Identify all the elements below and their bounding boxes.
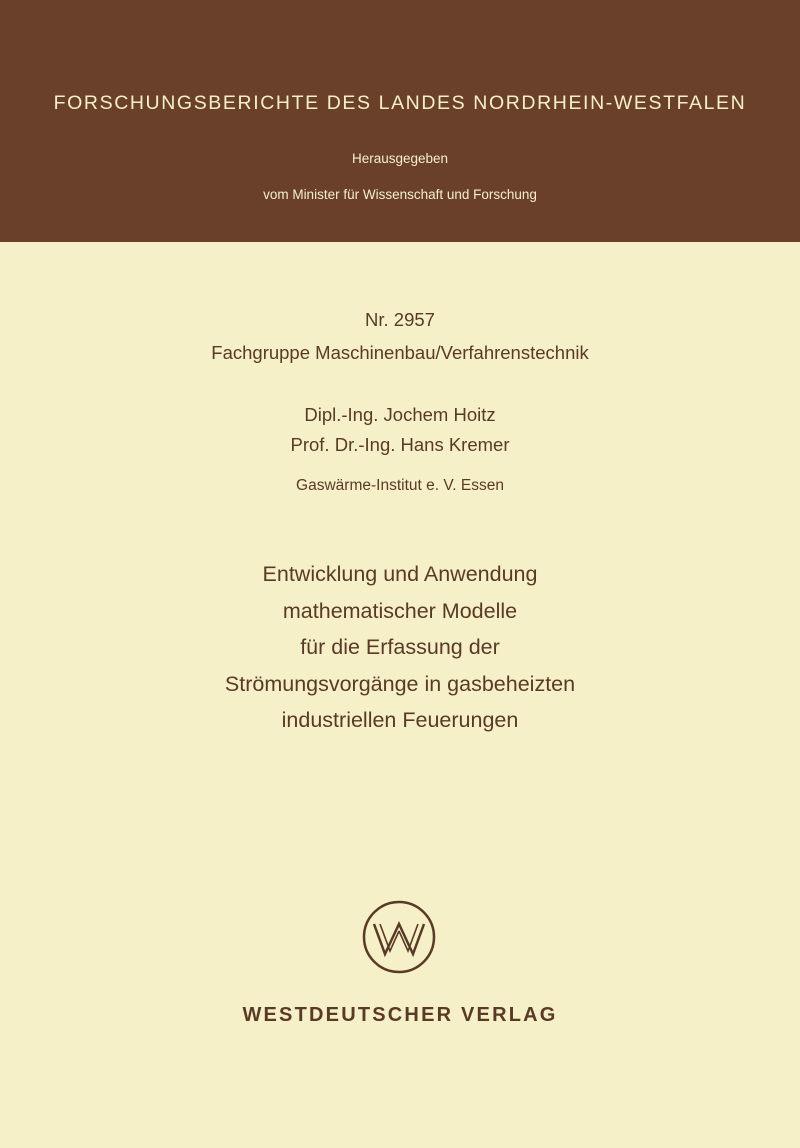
header-band	[0, 0, 800, 242]
series-title: FORSCHUNGSBERICHTE DES LANDES NORDRHEIN-WESTFALEN	[53, 92, 747, 114]
title-line: Strömungsvorgänge in gasbeheizten	[224, 671, 576, 696]
author-1: Dipl.-Ing. Jochem Hoitz	[304, 404, 496, 425]
edited-label: Herausgegeben	[351, 151, 449, 166]
publisher-name: WESTDEUTSCHER VERLAG	[242, 1004, 558, 1026]
title-line: Entwicklung und Anwendung	[262, 562, 538, 586]
report-number: Nr. 2957	[365, 309, 435, 330]
institute: Gaswärme-Institut e. V. Essen	[296, 477, 504, 494]
author-2: Prof. Dr.-Ing. Hans Kremer	[290, 434, 510, 455]
title-line: mathematischer Modelle	[282, 598, 518, 623]
title-line: industriellen Feuerungen	[281, 708, 519, 732]
book-title	[0, 556, 800, 739]
subject-group: Fachgruppe Maschinenbau/Verfahrenstechnik	[211, 342, 589, 363]
edited-by: vom Minister für Wissenschaft und Forschung	[263, 187, 537, 202]
title-line: für die Erfassung der	[300, 635, 500, 659]
publisher-logo-icon	[361, 899, 437, 975]
